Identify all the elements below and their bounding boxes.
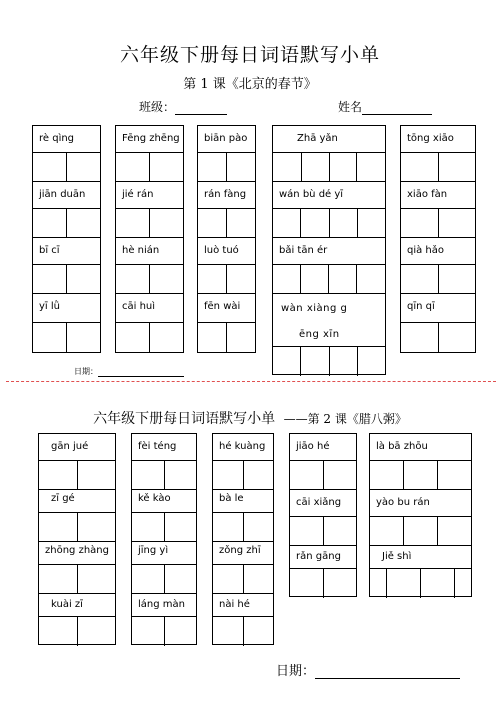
writing-boxes[interactable] [273,152,385,182]
word-column-1-4 [272,125,386,375]
pinyin-label: là bā zhōu [376,441,428,452]
writing-boxes[interactable] [273,264,385,294]
writing-boxes[interactable] [33,264,100,294]
writing-boxes[interactable] [290,516,356,546]
pinyin-label: wàn xiàng g [281,303,348,314]
writing-boxes[interactable] [116,322,183,352]
writing-boxes[interactable] [132,616,196,646]
pinyin-label: ēng xīn [299,329,340,340]
writing-boxes[interactable] [39,564,115,594]
writing-boxes[interactable] [39,616,115,646]
date-label: 日期： [276,664,316,679]
worksheet-title-1: 六年级下册每日词语默写小单 [119,44,380,66]
pinyin-label: xiāo fàn [407,189,448,200]
name-field[interactable] [338,98,432,115]
pinyin-label: zǒng zhī [219,545,261,556]
writing-boxes[interactable] [401,152,475,182]
pinyin-label: kuài zī [51,599,83,610]
pinyin-label: bà le [219,493,244,504]
writing-boxes[interactable] [198,208,255,238]
pinyin-label: qià hǎo [407,245,445,256]
writing-boxes[interactable] [290,568,356,598]
word-column-2-2 [131,433,197,645]
pinyin-label: Fēng zhēng [122,133,180,144]
date-field-2[interactable] [276,660,460,679]
pinyin-label: jīng yì [138,545,169,556]
writing-boxes[interactable] [401,322,475,352]
writing-boxes[interactable] [273,208,385,238]
pinyin-label: luò tuó [204,245,239,256]
pinyin-label: láng màn [138,599,185,610]
worksheet-title-2: 六年级下册每日词语默写小单 [93,411,276,427]
pinyin-label: yào bu rán [376,497,430,508]
pinyin-label: bī cī [39,245,60,256]
word-column-2-4 [289,433,357,597]
pinyin-label: cāi huì [122,301,156,312]
writing-boxes[interactable] [213,564,273,594]
pinyin-label: wán bù dé yī [279,189,344,200]
cut-line [6,381,496,382]
pinyin-label: rè qìng [39,133,75,144]
pinyin-label: fèi téng [138,441,177,452]
writing-boxes[interactable] [198,264,255,294]
writing-boxes[interactable] [290,460,356,490]
pinyin-label: rǎn gāng [296,551,341,562]
word-column-1-5 [400,125,476,353]
pinyin-label: hé kuàng [219,441,266,452]
name-label: 姓名 [338,100,363,114]
pinyin-label: qīn qī [407,301,435,312]
pinyin-label: yī lǜ [39,301,60,312]
pinyin-label: Jiě shì [382,551,412,562]
word-column-1-1 [32,125,101,353]
pinyin-label: tōng xiāo [407,133,454,144]
writing-boxes[interactable] [33,152,100,182]
pinyin-label: jiāo hé [296,441,330,452]
writing-boxes[interactable] [370,516,471,546]
writing-boxes[interactable] [116,152,183,182]
word-column-1-2 [115,125,184,353]
section2-header [0,408,500,428]
writing-boxes[interactable] [132,564,196,594]
pinyin-label: fēn wài [204,301,241,312]
pinyin-label: zhōng zhàng [45,545,109,556]
pinyin-label: biān pào [204,133,248,144]
class-field[interactable] [139,98,227,115]
lesson-title-2: ——第 2 课《腊八粥》 [283,412,407,426]
word-column-2-5 [369,433,472,597]
class-label: 班级： [139,100,176,114]
pinyin-label: gān jué [51,441,89,452]
date-field-1[interactable] [74,366,184,377]
writing-boxes[interactable] [370,568,471,598]
writing-boxes[interactable] [401,264,475,294]
writing-boxes[interactable] [213,616,273,646]
writing-boxes[interactable] [33,322,100,352]
pinyin-label: zī gé [51,493,75,504]
pinyin-label: Zhā yǎn [297,133,338,144]
writing-boxes[interactable] [401,208,475,238]
pinyin-label: jiān duān [39,189,86,200]
word-column-2-1 [38,433,116,645]
date-label: 日期： [74,367,98,376]
pinyin-label: bǎi tān ér [279,245,328,256]
pinyin-label: jié rán [122,189,154,200]
writing-boxes[interactable] [370,460,471,490]
writing-boxes[interactable] [198,322,255,352]
word-column-2-3 [212,433,274,645]
pinyin-label: hè nián [122,245,160,256]
pinyin-label: kě kào [138,493,171,504]
pinyin-label: cāi xiǎng [296,497,342,508]
word-column-1-3 [197,125,256,353]
writing-boxes[interactable] [33,208,100,238]
writing-boxes[interactable] [116,264,183,294]
writing-boxes[interactable] [116,208,183,238]
pinyin-label: rán fàng [204,189,247,200]
writing-boxes[interactable] [273,346,385,376]
writing-boxes[interactable] [198,152,255,182]
lesson-title-1: 第 1 课《北京的春节》 [183,77,317,92]
pinyin-label: nài hé [219,599,250,610]
